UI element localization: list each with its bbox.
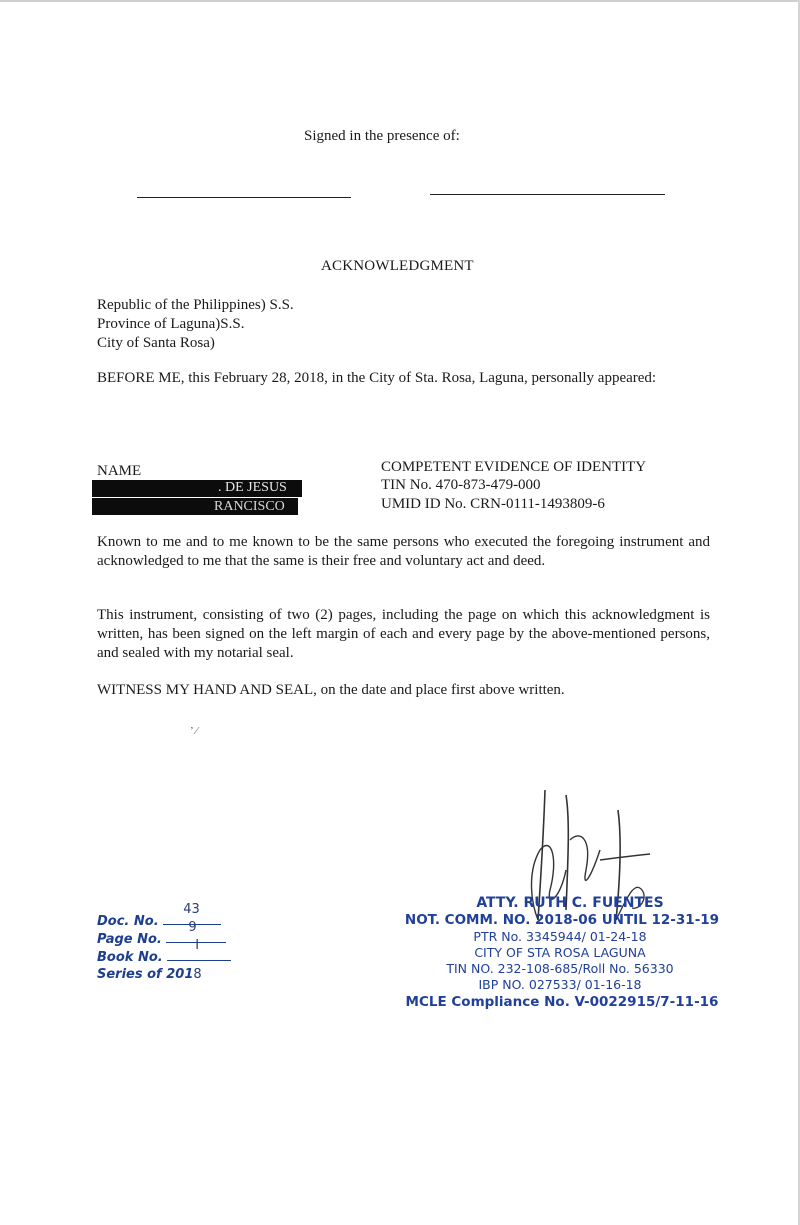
series-value: 8 [193,967,202,982]
venue-republic: Republic of the Philippines) S.S. [97,297,294,313]
name-column-header: NAME [97,463,142,479]
book-no-fill [167,938,231,961]
notary-city: CITY OF STA ROSA LAGUNA [474,945,646,960]
venue-city: City of Santa Rosa) [97,335,215,351]
book-no-value: I [195,938,200,953]
before-me-paragraph: BEFORE ME, this February 28, 2018, in the City of Sta. Rosa, Laguna, personally appeared: [97,370,657,386]
venue-province: Province of Laguna)S.S. [97,316,245,332]
witness-signature-line-1 [137,197,351,198]
instrument-paragraph: This instrument, consisting of two (2) pages, including the page on which this acknowledgment is written, has been signed on the left margin of each and every page by the above-mentioned persons, and sealed with my notarial seal. [97,607,710,661]
notary-mcle: MCLE Compliance No. V-0022915/7-11-16 [405,994,719,1010]
notary-commission: NOT. COMM. NO. 2018-06 UNTIL 12-31-19 [404,912,720,928]
stray-mark: ’ ⁄ [190,725,198,737]
doc-no-label: Doc. No. [97,914,159,929]
doc-no-value: 43 [183,902,200,917]
umid-number: UMID ID No. CRN-0111-1493809-6 [381,496,605,512]
notary-ptr: PTR No. 3345944/ 01-24-18 [473,929,647,944]
series-row [97,966,231,983]
witness-line: WITNESS MY HAND AND SEAL, on the date and place first above written. [97,682,565,698]
acknowledgment-title: ACKNOWLEDGMENT [321,258,474,274]
notarial-register-stamp [97,902,231,983]
appearing-party-name-2: RANCISCO [214,499,285,514]
notary-stamp [400,895,720,1011]
doc-no-row [97,902,231,930]
notary-name: ATTY. RUTH C. FUENTES [476,895,664,911]
appearing-party-name-1: . DE JESUS [218,480,287,495]
tin-number: TIN No. 470-873-479-000 [381,477,541,493]
known-to-me-paragraph: Known to me and to me known to be the same persons who executed the foregoing instrument and acknowledged to me that the same is their free and voluntary act and deed. [97,534,710,569]
witness-signature-line-2 [430,194,665,195]
page-no-value: 9 [188,920,197,935]
notary-ibp: IBP NO. 027533/ 01-16-18 [478,977,642,992]
evidence-column-header: COMPETENT EVIDENCE OF IDENTITY [381,459,647,475]
scan-edge-top [0,0,800,2]
presence-label: Signed in the presence of: [304,128,460,144]
notary-tin-roll: TIN NO. 232-108-685/Roll No. 56330 [446,961,674,976]
book-no-label: Book No. [97,950,163,965]
page-no-label: Page No. [97,932,162,947]
series-label: Series of 201 [97,967,194,982]
